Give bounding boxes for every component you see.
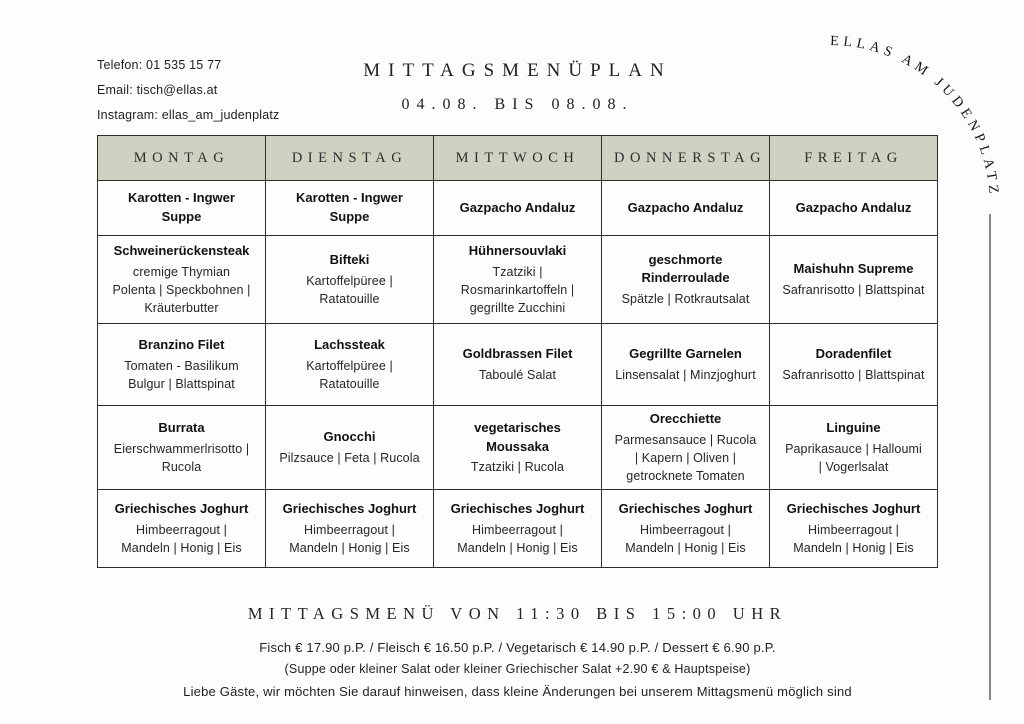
menu-cell [98, 490, 266, 568]
footer-supplement: (Suppe oder kleiner Salat oder kleiner Griechischer Salat +2.90 € & Hauptspeise) [284, 662, 751, 676]
dish-name: Griechisches Joghurt [618, 501, 753, 517]
day-header: MITTWOCH [434, 136, 602, 181]
contact-email: Email: tisch@ellas.at [97, 83, 218, 97]
menu-cell [770, 490, 938, 568]
footer-prices: Fisch € 17.90 p.P. / Fleisch € 16.50 p.P. / Vegetarisch € 14.90 p.P. / Dessert € 6.90 p.P. [259, 640, 776, 655]
dish-name: Branzino Filet [138, 336, 225, 352]
dish-sides: Taboulé Salat [478, 367, 557, 382]
menu-cell [266, 324, 434, 406]
menu-cell [266, 181, 434, 236]
dish-name: Orecchiette [649, 411, 722, 426]
dish-sides: cremige Thymian Polenta | Speckbohnen | Kräuterbutter [112, 264, 251, 315]
dish-sides: Himbeerragout | Mandeln | Honig | Eis [121, 523, 242, 556]
menu-cell [434, 406, 602, 490]
dish-name: Karotten - Ingwer Suppe [296, 190, 403, 224]
dish-sides: Pilzsauce | Feta | Rucola [279, 450, 420, 465]
dish-name: Gazpacho Andaluz [459, 199, 576, 215]
menu-cell [98, 236, 266, 324]
contact-telefon: Telefon: 01 535 15 77 [97, 58, 222, 72]
dish-name: Gnocchi [323, 429, 376, 445]
dish-sides: Tzatziki | Rucola [470, 460, 565, 475]
dish-sides: Paprikasauce | Halloumi | Vogerlsalat [785, 441, 922, 475]
dish-name: Gegrillte Garnelen [629, 346, 742, 362]
dish-sides: Safranrisotto | Blattspinat [782, 367, 925, 382]
menu-cell [266, 490, 434, 568]
dish-name: Burrata [158, 420, 205, 436]
menu-row [98, 406, 938, 490]
dish-name: Doradenfilet [815, 346, 892, 362]
menu-table-body [98, 181, 938, 568]
dish-sides: Himbeerragout | Mandeln | Honig | Eis [457, 523, 578, 556]
menu-row [98, 236, 938, 324]
menu-cell [602, 236, 770, 324]
day-header: DIENSTAG [266, 136, 434, 181]
logo-arc-text: ELLAS AM JUDENPLATZ [829, 33, 1001, 199]
menu-cell [770, 181, 938, 236]
day-header: FREITAG [770, 136, 938, 181]
dish-sides: Himbeerragout | Mandeln | Honig | Eis [289, 523, 410, 556]
menu-table-head [98, 136, 938, 181]
menu-cell [602, 324, 770, 406]
menu-row [98, 181, 938, 236]
dish-name: Gazpacho Andaluz [795, 199, 912, 215]
menu-cell [266, 406, 434, 490]
dish-sides: Himbeerragout | Mandeln | Honig | Eis [793, 523, 914, 556]
menu-cell [434, 324, 602, 406]
dish-sides: Eierschwammerlrisotto | Rucola [113, 441, 250, 475]
menu-cell [98, 406, 266, 490]
dish-sides: Parmesansauce | Rucola | Kapern | Oliven | getrocknete Tomaten [614, 432, 757, 484]
dish-sides: Kartoffelpüree | Ratatouille [306, 273, 393, 306]
menu-cell [770, 236, 938, 324]
dish-sides: Safranrisotto | Blattspinat [782, 282, 925, 297]
dish-name: geschmorte Rinderroulade [641, 251, 730, 286]
dish-name: vegetarisches Moussaka [474, 419, 561, 454]
dish-name: Schweinerückensteak [113, 242, 250, 258]
contact-instagram: Instagram: ellas_am_judenplatz [97, 108, 280, 122]
menu-cell [98, 324, 266, 406]
menu-cell [770, 406, 938, 490]
day-header: MONTAG [98, 136, 266, 181]
menu-row [98, 324, 938, 406]
menu-cell [770, 324, 938, 406]
menu-cell [434, 181, 602, 236]
dish-name: Hühnersouvlaki [468, 242, 567, 258]
dish-sides: Himbeerragout | Mandeln | Honig | Eis [625, 523, 746, 556]
dish-sides: Spätzle | Rotkrautsalat [621, 292, 750, 307]
date-range: 04.08. BIS 08.08. [401, 96, 634, 113]
menu-table [97, 135, 938, 568]
dish-name: Griechisches Joghurt [786, 501, 921, 517]
dish-sides: Tomaten - Basilikum Bulgur | Blattspinat [124, 358, 239, 391]
dish-name: Goldbrassen Filet [462, 346, 573, 362]
menu-row [98, 490, 938, 568]
dish-name: Griechisches Joghurt [282, 501, 417, 517]
menu-cell [434, 490, 602, 568]
dish-name: Lachssteak [314, 336, 385, 352]
footer-hours: MITTAGSMENÜ VON 11:30 BIS 15:00 UHR [247, 604, 788, 623]
menu-cell [98, 181, 266, 236]
dish-name: Gazpacho Andaluz [627, 199, 744, 215]
dish-name: Linguine [826, 420, 881, 436]
dish-name: Bifteki [329, 251, 370, 267]
dish-name: Griechisches Joghurt [114, 501, 249, 517]
dish-sides: Tzatziki | Rosmarinkartoffeln | gegrillte Zucchini [460, 264, 575, 315]
menu-cell [602, 406, 770, 490]
dish-sides: Linsensalat | Minzjoghurt [615, 367, 756, 382]
menu-cell [602, 181, 770, 236]
day-header: DONNERSTAG [602, 136, 770, 181]
dish-name: Griechisches Joghurt [450, 501, 585, 517]
dish-sides: Kartoffelpüree | Ratatouille [306, 358, 393, 391]
footer-note: Liebe Gäste, wir möchten Sie darauf hinweisen, dass kleine Änderungen bei unserem Mittagsmenü möglich sind [183, 684, 852, 699]
dish-name: Karotten - Ingwer Suppe [128, 190, 235, 224]
page-title: MITTAGSMENÜPLAN [363, 60, 672, 81]
menu-cell [266, 236, 434, 324]
menu-cell [434, 236, 602, 324]
menu-cell [602, 490, 770, 568]
dish-name: Maishuhn Supreme [793, 261, 914, 277]
